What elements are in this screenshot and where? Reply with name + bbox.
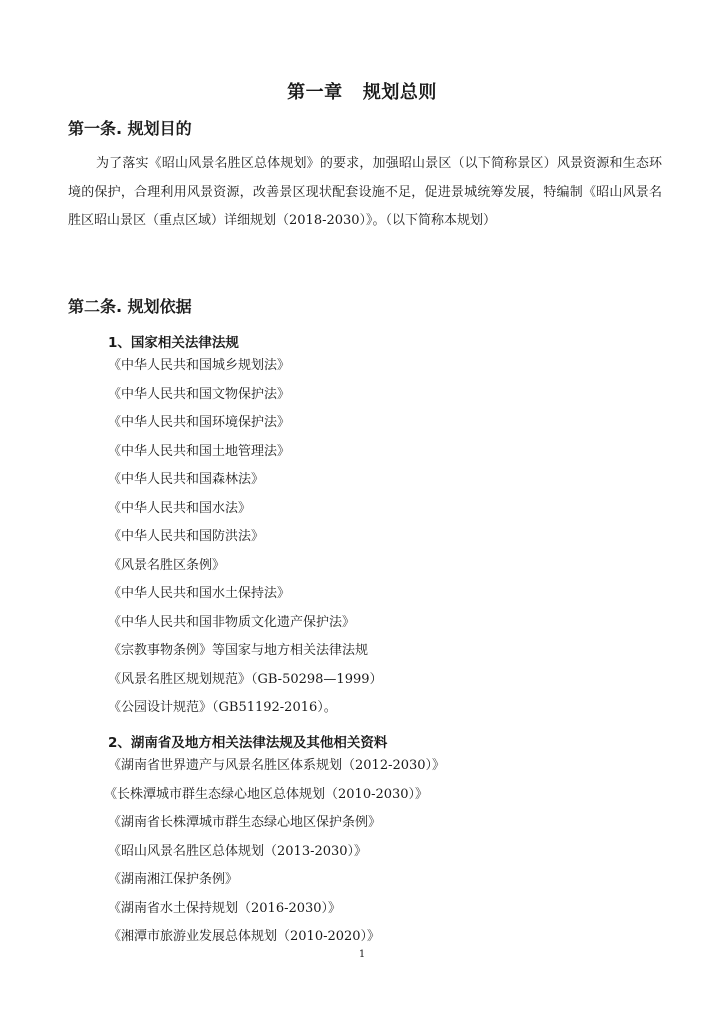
- list-item: 《宗教事物条例》等国家与地方相关法律法规: [108, 643, 369, 658]
- list-item: 《中华人民共和国防洪法》: [108, 529, 265, 544]
- list-item: 《中华人民共和国城乡规划法》: [108, 358, 291, 373]
- list-item: 《昭山风景名胜区总体规划（2013-2030）》: [108, 843, 368, 859]
- list-item: 《湘潭市旅游业发展总体规划（2010-2020）》: [108, 929, 381, 944]
- section-1-title: 1、国家相关法律法规: [108, 335, 239, 351]
- list-item: 《湖南湘江保护条例》: [108, 872, 239, 887]
- list-item: 《风景名胜区条例》: [108, 557, 226, 573]
- list-item: 《中华人民共和国文物保护法》: [108, 386, 291, 402]
- list-item: 《中华人民共和国水法》: [108, 500, 252, 516]
- list-item: 《湖南省长株潭城市群生态绿心地区保护条例》: [108, 815, 382, 830]
- list-item: 《中华人民共和国环境保护法》: [108, 415, 291, 430]
- list-item: 《中华人民共和国非物质文化遗产保护法》: [108, 614, 356, 630]
- list-item: 《湖南省世界遗产与风景名胜区体系规划（2012-2030）》: [108, 758, 446, 773]
- list-item: 《中华人民共和国土地管理法》: [108, 443, 291, 459]
- list-item: 《中华人民共和国水土保持法》: [108, 586, 291, 601]
- chapter-title: 第一章 规划总则: [287, 82, 437, 103]
- article-1-heading: 第一条. 规划目的: [68, 119, 192, 138]
- section-2-list: [104, 752, 446, 952]
- article-1-paragraph: 为了落实《昭山风景名胜区总体规划》的要求，加强昭山景区（以下简称景区）风景资源和生态环境的保护，合理利用风景资源，改善景区现状配套设施不足，促进景城统筹发展，特编制《昭山风景名胜区昭山景区（重点区域）详细规划（2018-2030）》。（以下简称本规划）: [68, 156, 662, 228]
- list-item: 《风景名胜区规划规范》（GB-50298—1999）: [108, 671, 383, 687]
- page-number: 1: [358, 949, 366, 960]
- section-2-title: 2、湖南省及地方相关法律法规及其他相关资料: [108, 735, 388, 751]
- article-2-heading: 第二条. 规划依据: [68, 297, 192, 316]
- list-item: 《公园设计规范》（GB51192-2016）。: [108, 700, 337, 715]
- section-1-list: [108, 352, 383, 723]
- list-item: 《长株潭城市群生态绿心地区总体规划（2010-2030）》: [104, 786, 429, 802]
- list-item: 《中华人民共和国森林法》: [108, 472, 265, 487]
- list-item: 《湖南省水土保持规划（2016-2030）》: [108, 900, 342, 916]
